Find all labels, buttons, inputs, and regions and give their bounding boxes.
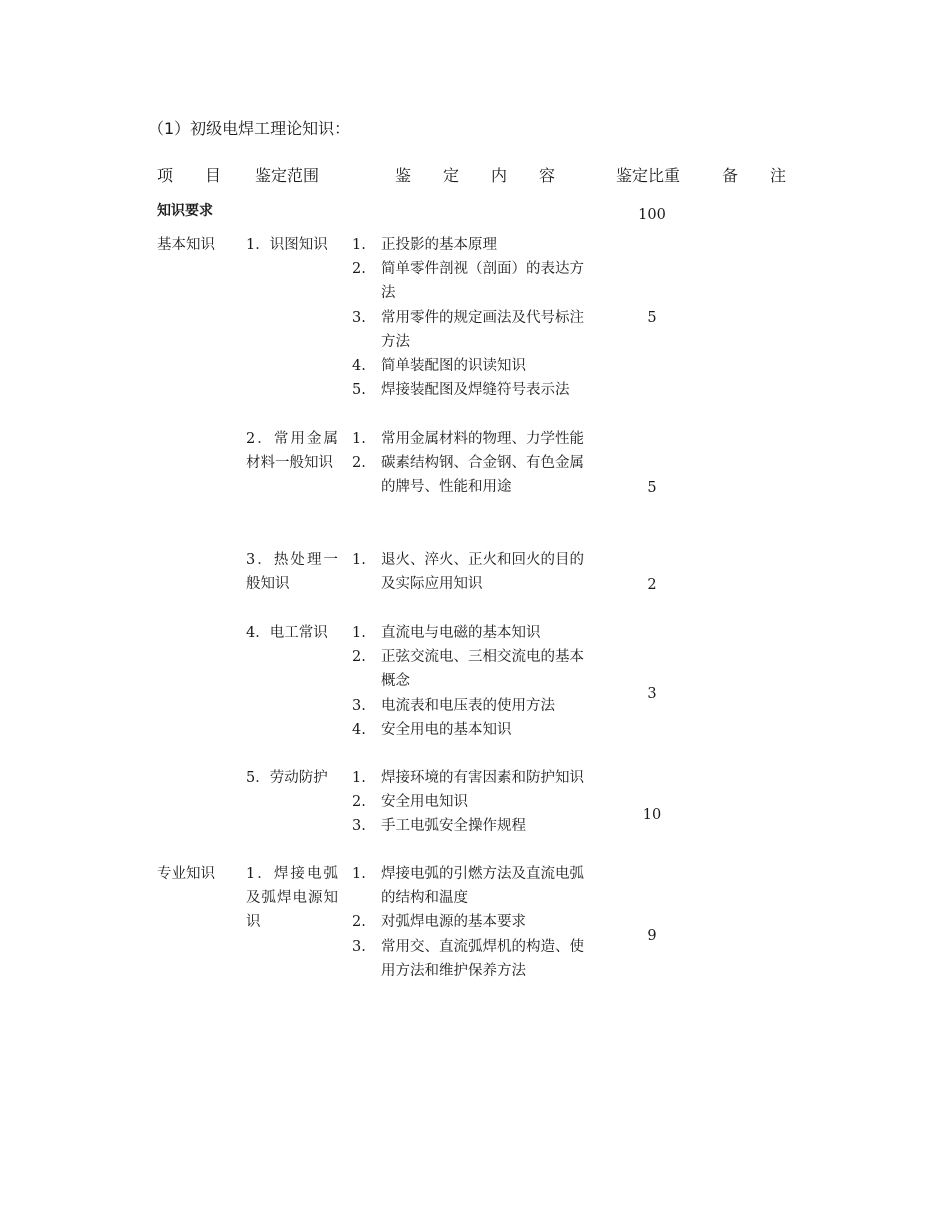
list-item: 1. 直流电与电磁的基本知识 xyxy=(352,625,541,641)
category-basic: 基本知识 xyxy=(157,237,215,253)
scope-protection: 5．劳动防护 xyxy=(246,770,328,786)
list-item: 3. 手工电弧安全操作规程 xyxy=(352,818,526,835)
weight-protection: 10 xyxy=(642,807,662,823)
content-protection xyxy=(352,766,596,839)
list-item: 4. 简单装配图的识读知识 xyxy=(352,358,526,375)
total-weight: 100 xyxy=(638,207,666,223)
weight-drawing: 5 xyxy=(647,310,657,326)
weight-metals: 5 xyxy=(647,480,657,496)
content-heat-treatment xyxy=(352,548,596,596)
list-item: 2. 正弦交流电、三相交流电的基本概念 xyxy=(352,649,584,690)
page-title: （1）初级电焊工理论知识： xyxy=(148,119,351,138)
category-professional: 专业知识 xyxy=(157,866,215,882)
scope-electrical: 4．电工常识 xyxy=(246,625,328,641)
list-item: 1. 退火、淬火、正火和回火的目的及实际应用知识 xyxy=(352,552,584,593)
list-item: 1. 焊接环境的有害因素和防护知识 xyxy=(352,770,584,786)
list-item: 3. 电流表和电压表的使用方法 xyxy=(352,697,555,714)
list-item: 2. 安全用电知识 xyxy=(352,794,468,811)
content-metals xyxy=(352,427,596,500)
weight-arc-welding: 9 xyxy=(647,928,657,944)
scope-drawing: 1．识图知识 xyxy=(246,237,328,253)
list-item: 3. 常用交、直流弧焊机的构造、使用方法和维护保养方法 xyxy=(352,938,584,979)
list-item: 4. 安全用电的基本知识 xyxy=(352,721,512,738)
list-item: 1. 常用金属材料的物理、力学性能 xyxy=(352,431,584,447)
content-electrical xyxy=(352,621,596,742)
content-drawing xyxy=(352,233,596,402)
list-item: 3. 常用零件的规定画法及代号标注方法 xyxy=(352,309,584,350)
list-item: 2. 简单零件剖视（剖面）的表达方法 xyxy=(352,261,584,302)
list-item: 2. 对弧焊电源的基本要求 xyxy=(352,914,526,931)
scope-heat-treatment: 3．热处理一般知识 xyxy=(246,552,338,593)
requirement-label: 知识要求 xyxy=(157,203,213,219)
header-scope: 鉴定范围 xyxy=(255,166,320,185)
header-weight: 鉴定比重 xyxy=(616,166,681,185)
list-item: 1. 正投影的基本原理 xyxy=(352,237,497,253)
content-arc-welding xyxy=(352,862,596,983)
scope-metals: 2．常用金属材料一般知识 xyxy=(246,431,338,472)
header-content: 鉴 定 内 容 xyxy=(395,166,556,185)
weight-electrical: 3 xyxy=(647,686,657,702)
list-item: 2. 碳素结构钢、合金钢、有色金属的牌号、性能和用途 xyxy=(352,455,584,496)
weight-heat-treatment: 2 xyxy=(647,577,657,593)
list-item: 1. 焊接电弧的引燃方法及直流电弧的结构和温度 xyxy=(352,866,584,907)
header-remark: 备 注 xyxy=(722,166,787,185)
list-item: 5. 焊接装配图及焊缝符号表示法 xyxy=(352,382,570,399)
header-project: 项 目 xyxy=(157,166,222,185)
scope-arc-welding: 1．焊接电弧及弧焊电源知识 xyxy=(246,866,338,931)
